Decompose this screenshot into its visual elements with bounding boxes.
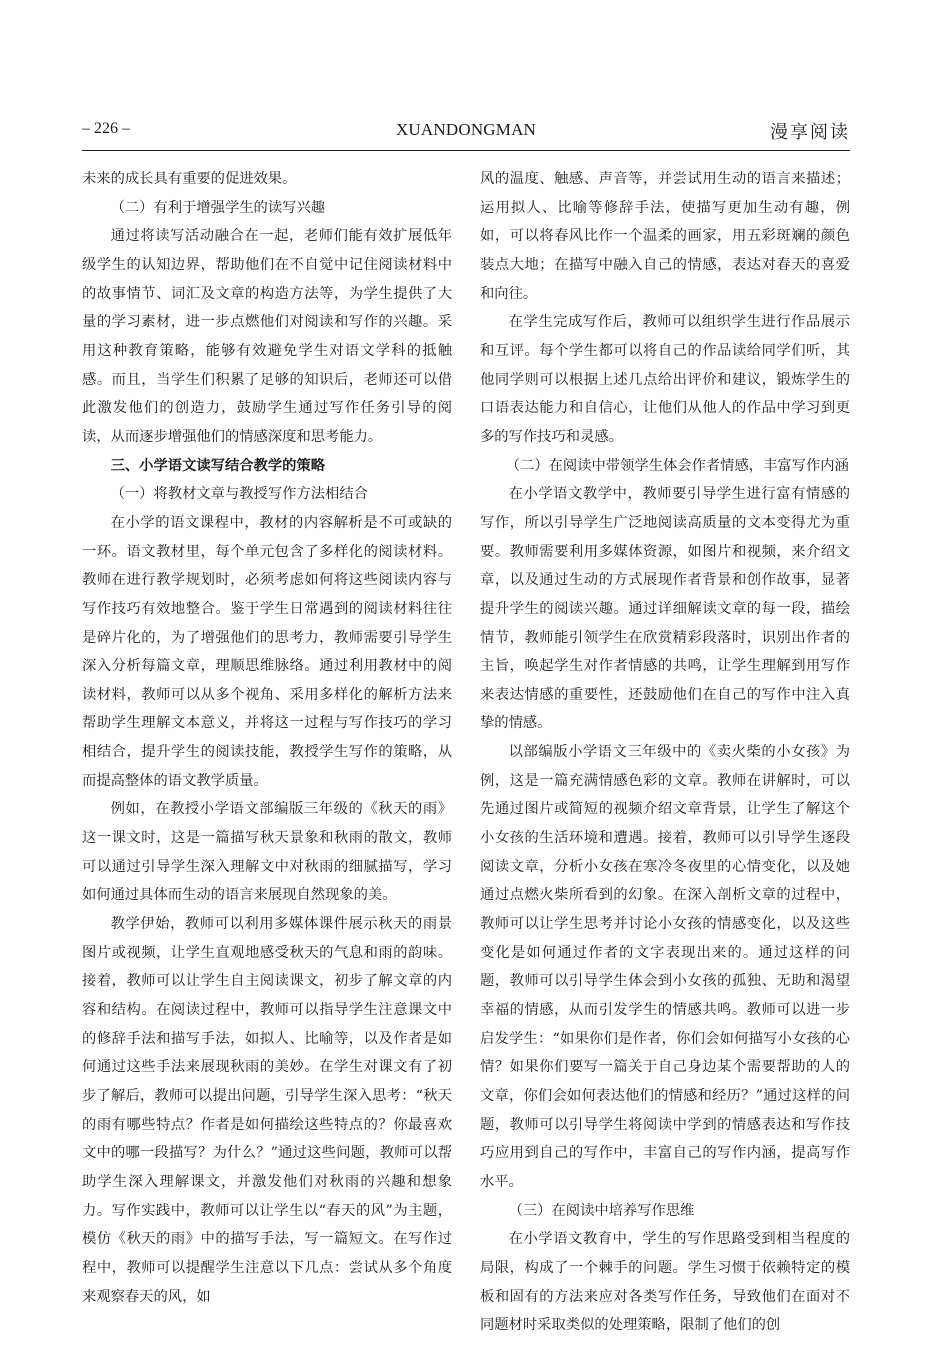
paragraph: 以部编版小学语文三年级中的《卖火柴的小女孩》为例，这是一篇充满情感色彩的文章。教师在讲解时，可以先通过图片或简短的视频介绍文章背景，让学生了解这个小女孩的生活环境和遭遇。接着，教师可以引导学生逐段阅读文章，分析小女孩在寒冷冬夜里的心情变化，以及她通过点燃火柴所看到的幻象。在深入剖析文章的过程中，教师可以让学生思考并讨论小女孩的情感变化，以及这些变化是如何通过作者的文字表现出来的。通过这样的问题，教师可以引导学生体会到小女孩的孤独、无助和渴望幸福的情感，从而引发学生的情感共鸣。教师可以进一步启发学生：“如果你们是作者，你们会如何描写小女孩的心情？如果你们要写一篇关于自己身边某个需要帮助的人的文章，你们会如何表达他们的情感和经历？”通过这样的问题，教师可以引导学生将阅读中学到的情感表达和写作技巧应用到自己的写作中，丰富自己的写作内涵，提高写作水平。 [480, 744, 850, 1190]
paragraph: 教学伊始，教师可以利用多媒体课件展示秋天的雨景图片或视频，让学生直观地感受秋天的气息和雨的韵味。接着，教师可以让学生自主阅读课文，初步了解文章的内容和结构。在阅读过程中，教师可以指导学生注意课文中的修辞手法和描写手法，如拟人、比喻等，以及作者是如何通过这些手法来展现秋雨的美妙。在学生对课文有了初步了解后，教师可以提出问题，引导学生深入思考：“秋天的雨有哪些特点？作者是如何描绘这些特点的？你最喜欢文中的哪一段描写？为什么？”通过这些问题，教师可以帮助学生深入理解课文，并激发他们对秋雨的兴趣和想象力。写作实践中，教师可以让学生以“春天的风”为主题，模仿《秋天的雨》中的描写手法，写一篇短文。在写作过程中，教师可以提醒学生注意以下几点：尝试从多个角度来观察春天的风，如 [82, 916, 452, 1305]
subsection-heading: （二）有利于增强学生的读写兴趣 [110, 199, 326, 216]
page-number: – 226 – [82, 120, 130, 137]
paragraph: 例如，在教授小学语文部编版三年级的《秋天的雨》这一课文时，这是一篇描写秋天景象和秋雨的散文，教师可以通过引导学生深入理解文中对秋雨的细腻描写，学习如何通过具体而生动的语言来展现自然现象的美。 [82, 801, 452, 904]
section-heading: 三、小学语文读写结合教学的策略 [110, 457, 326, 474]
paragraph: 在小学语文教育中，学生的写作思路受到相当程度的局限，构成了一个棘手的问题。学生习惯于依赖特定的模板和固有的方法来应对各类写作任务，导致他们在面对不同题材时采取类似的处理策略，限制了他们的创 [480, 1231, 850, 1334]
column-name: 漫享阅读 [770, 122, 850, 143]
journal-title: XUANDONGMAN [395, 120, 537, 139]
continued-paragraph: 未来的成长具有重要的促进效果。 [82, 171, 297, 187]
subsection-heading: （三）在阅读中培养写作思维 [508, 1202, 695, 1219]
subsection-heading: （一）将教材文章与教授写作方法相结合 [110, 486, 368, 503]
paragraph: 在小学的语文课程中，教材的内容解析是不可或缺的一环。语文教材里，每个单元包含了多样化的阅读材料。教师在进行教学规划时，必须考虑如何将这些阅读内容与写作技巧有效地整合。鉴于学生日常遇到的阅读材料往往是碎片化的，为了增强他们的思考力，教师需要引导学生深入分析每篇文章，理顺思维脉络。通过利用教材中的阅读材料，教师可以从多个视角、采用多样化的解析方法来帮助学生理解文本意义，并将这一过程与写作技巧的学习相结合，提升学生的阅读技能，教授学生写作的策略，从而提高整体的语文教学质量。 [82, 514, 452, 789]
continued-paragraph: 风的温度、触感、声音等，并尝试用生动的语言来描述；运用拟人、比喻等修辞手法，使描写更加生动有趣，例如，可以将春风比作一个温柔的画家，用五彩斑斓的颜色装点大地；在描写中融入自己的情感，表达对春天的喜爱和向往。 [480, 171, 850, 302]
left-column [82, 165, 452, 1311]
page-header [82, 118, 850, 144]
paragraph: 在小学语文教学中，教师要引导学生进行富有情感的写作，所以引导学生广泛地阅读高质量的文本变得尤为重要。教师需要利用多媒体资源，如图片和视频，来介绍文章，以及通过生动的方式展现作者背景和创作故事，显著提升学生的阅读兴趣。通过详细解读文章的每一段，描绘情节，教师能引领学生在欣赏精彩段落时，识别出作者的主旨，唤起学生对作者情感的共鸣，让学生理解到用写作来表达情感的重要性，还鼓励他们在自己的写作中注入真挚的情感。 [480, 486, 850, 732]
right-column [480, 165, 850, 1340]
subsection-heading: （二）在阅读中带领学生体会作者情感，丰富写作内涵 [505, 457, 849, 474]
paragraph: 通过将读写活动融合在一起，老师们能有效扩展低年级学生的认知边界，帮助他们在不自觉中记住阅读材料中的故事情节、词汇及文章的构造方法等，为学生提供了大量的学习素材，进一步点燃他们对阅读和写作的兴趣。采用这种教育策略，能够有效避免学生对语文学科的抵触感。而且，当学生们积累了足够的知识后，老师还可以借此激发他们的创造力，鼓励学生通过写作任务引导的阅读，从而逐步增强他们的情感深度和思考能力。 [82, 228, 452, 445]
paragraph: 在学生完成写作后，教师可以组织学生进行作品展示和互评。每个学生都可以将自己的作品读给同学们听，其他同学则可以根据上述几点给出评价和建议，锻炼学生的口语表达能力和自信心，让他们从他人的作品中学习到更多的写作技巧和灵感。 [480, 314, 850, 445]
header-rule [82, 150, 850, 151]
